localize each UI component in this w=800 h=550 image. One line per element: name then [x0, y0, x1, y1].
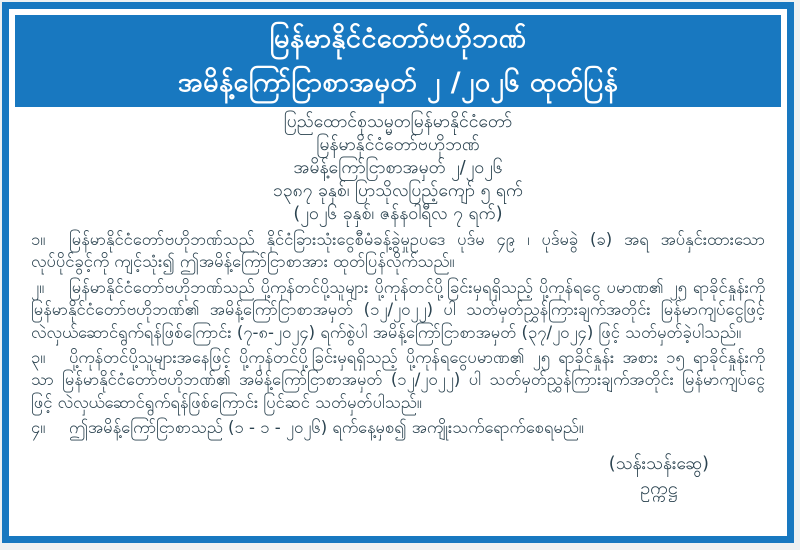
paragraph-1 — [9, 229, 787, 274]
paragraph-3 — [9, 347, 787, 414]
paragraph-1-number: ၁။ — [31, 230, 46, 249]
banner-title-line2: အမိန့်ကြော်ငြာစာအမှတ် ၂ /၂၀၂၆ ထုတ်ပြန် — [177, 67, 619, 98]
signature-block — [9, 452, 787, 502]
heading-myanmar-date: ၁၃၈၇ ခုနှစ်၊ ပြာသိုလပြည့်ကျော် ၅ ရက် — [272, 181, 524, 201]
heading-gregorian-date: (၂၀၂၆ ခုနှစ်၊ ဇန်နဝါရီလ ၇ ရက်) — [293, 204, 503, 224]
signatory-title: ဥက္ကဋ္ဌ — [640, 477, 678, 499]
paragraph-2-text: မြန်မာနိုင်ငံတော်ဗဟိုဘဏ်သည် ပို့ကုန်တင်ပို့သူများ ပို့ကုန်တင်ပို့ခြင်းမှရရှိသည့် ပို့ကုန်ရငွေ ပမာဏ၏ ၂၅ ရာခိုင်နှုန်းကို မြန်မာနိုင်ငံတော်ဗဟိုဘဏ်၏ အမိန့်ကြော်ငြာစာအမှတ် (၁၂/၂၀၂၂) ပါ သတ်မှတ်ညွှန်ကြားချက်အတိုင်း မြန်မာကျပ်ငွေဖြင့် လဲလှယ်ဆောင်ရွက်ရန်ဖြစ်ကြောင်း (၇-၈-၂၀၂၄) ရက်စွဲပါ အမိန့်ကြော်ငြာစာအမှတ် (၃၇/၂၀၂၄) ဖြင့် သတ်မှတ်ခဲ့ပါသည်။ — [31, 277, 765, 342]
paragraph-2-number: ၂။ — [31, 277, 45, 297]
paragraph-4-text: ဤအမိန့်ကြော်ငြာစာသည် (၁ - ၁ - ၂၀၂၆) ရက်နေ့မှစ၍ အကျိုးသက်ရောက်စေရမည်။ — [69, 418, 584, 438]
paragraph-4 — [9, 417, 787, 439]
signatory-name: (သန်းသန်းဆွေ) — [608, 453, 709, 474]
heading-country: ပြည်ထောင်စုသမ္မတမြန်မာနိုင်ငံတော် — [283, 112, 513, 132]
signature-inner — [609, 452, 709, 502]
paragraph-2 — [9, 277, 787, 344]
paragraph-4-number: ၄။ — [31, 418, 46, 438]
paragraph-3-number: ၃။ — [31, 348, 46, 368]
paragraph-3-text: ပို့ကုန်တင်ပို့သူများအနေဖြင့် ပို့ကုန်တင်ပို့ခြင်းမှရရှိသည့် ပို့ကုန်ရငွေပမာဏ၏ ၂၅ ရာခိုင်နှုန်း အစား ၁၅ ရာခိုင်နှုန်းကိုသာ မြန်မာနိုင်ငံတော်ဗဟိုဘဏ်၏ အမိန့်ကြော်ငြာစာအမှတ် (၁၂/၂၀၂၂) ပါ သတ်မှတ်ညွှန်ကြားချက်အတိုင်း မြန်မာကျပ်ငွေဖြင့် လဲလှယ်ဆောင်ရွက်ရန်ဖြစ်ကြောင်း ပြင်ဆင် သတ်မှတ်ပါသည်။ — [31, 348, 765, 412]
heading-institution: မြန်မာနိုင်ငံတော်ဗဟိုဘဏ် — [316, 135, 480, 155]
banner-title-line1: မြန်မာနိုင်ငံတော်ဗဟိုဘဏ် — [269, 23, 527, 54]
document-body — [9, 229, 787, 502]
page-border-frame — [2, 2, 794, 543]
document-heading — [9, 111, 787, 226]
heading-notification-number: အမိန့်ကြော်ငြာစာအမှတ် ၂/၂၀၂၆ — [293, 158, 503, 178]
title-banner — [15, 15, 781, 107]
paragraph-1-text: မြန်မာနိုင်ငံတော်ဗဟိုဘဏ်သည် နိုင်ငံခြားသုံးငွေစီမံခန့်ခွဲမှုဥပဒေ ပုဒ်မ ၄၉ ၊ ပုဒ်မခွဲ (ခ) အရ အပ်နှင်းထားသော လုပ်ပိုင်ခွင့်ကို ကျင့်သုံး၍ ဤအမိန့်ကြော်ငြာစာအား ထုတ်ပြန်လိုက်သည်။ — [31, 230, 765, 272]
